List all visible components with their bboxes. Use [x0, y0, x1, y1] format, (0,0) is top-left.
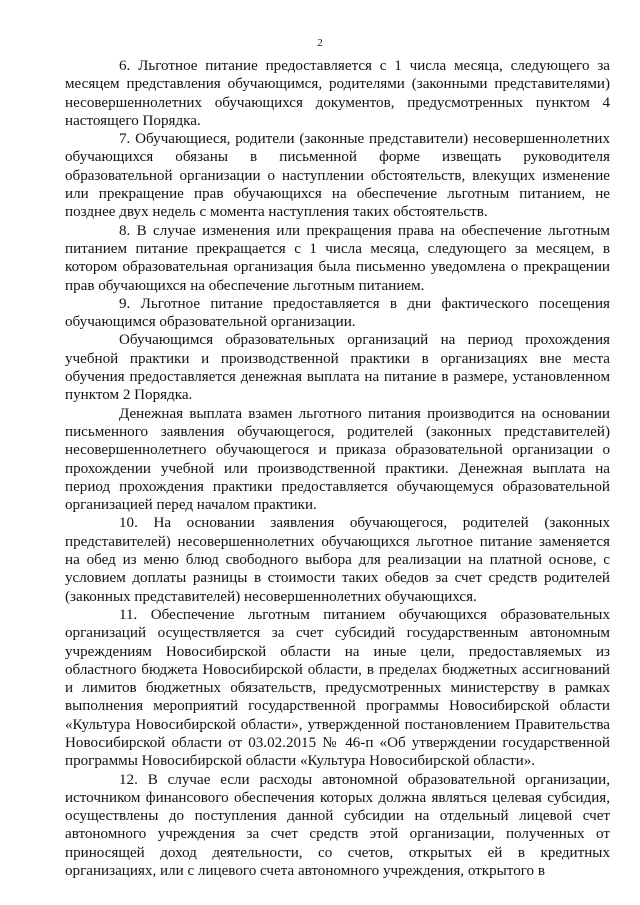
paragraph-12: 12. В случае если расходы автономной образовательной организации, источником финансового обеспечения которых должна являться целевая субсидия, осуществлены до поступления данной субсидии на отдельный лицевой счет автономного учреждения за счет средств этой организации, полученных от приносящей доход деятельности, со счетов, открытых ей в кредитных организациях, или с лицевого счета автономного учреждения, открытого в	[65, 771, 610, 880]
paragraph-7: 7. Обучающиеся, родители (законные представители) несовершеннолетних обучающихся обязаны в письменной форме извещать руководителя образовательной организации о наступлении обстоятельств, влекущих изменение или прекращение прав обучающихся на обеспечение льготным питанием, не позднее двух недель с момента наступления таких обстоятельств.	[65, 131, 610, 221]
paragraph-9: 9. Льготное питание предоставляется в дни фактического посещения обучающимся образовательной организации.	[65, 295, 610, 331]
page-number: 2	[317, 37, 323, 49]
paragraph-payment-basis: Денежная выплата взамен льготного питания производится на основании письменного заявления обучающегося, родителей (законных представителей) несовершеннолетнего обучающегося и приказа образовательной организации о прохождении учебной или производственной практики. Денежная выплата на период прохождения практики предоставляется обучающемуся образовательной организацией перед началом практики.	[65, 405, 610, 514]
paragraph-practice-payment: Обучающимся образовательных организаций на период прохождения учебной практики и производственной практики в организациях вне места обучения предоставляется денежная выплата на питание в размере, установленном пунктом 2 Порядка.	[65, 332, 610, 404]
paragraph-6: 6. Льготное питание предоставляется с 1 числа месяца, следующего за месяцем представления обучающимся, родителями (законными представителями) несовершеннолетних обучающихся документов, предусмотренных пунктом 4 настоящего Порядка.	[65, 58, 610, 129]
paragraph-8: 8. В случае изменения или прекращения права на обеспечение льготным питанием питание прекращается с 1 числа месяца, следующего за месяцем, в котором образовательная организация была письменно уведомлена о прекращении прав обучающихся на обеспечение льготным питанием.	[65, 222, 610, 294]
document-body	[65, 57, 610, 880]
paragraph-11: 11. Обеспечение льготным питанием обучающихся образовательных организаций осуществляется за счет субсидий государственным автономным учреждениям Новосибирской области на иные цели, предоставляемых из областного бюджета Новосибирской области, в пределах бюджетных ассигнований и лимитов бюджетных обязательств, предусмотренных министерству в рамках выполнения мероприятий государственной программы Новосибирской области «Культура Новосибирской области», утвержденной постановлением Правительства Новосибирской области от 03.02.2015 № 46-п «Об утверждении государственной программы Новосибирской области «Культура Новосибирской области».	[65, 606, 610, 770]
paragraph-10: 10. На основании заявления обучающегося, родителей (законных представителей) несовершеннолетних обучающихся льготное питание заменяется на обед из меню блюд свободного выбора для реализации на платной основе, с условием доплаты разницы в стоимости таких обедов за счет средств родителей (законных представителей) несовершеннолетних обучающихся.	[65, 515, 610, 605]
